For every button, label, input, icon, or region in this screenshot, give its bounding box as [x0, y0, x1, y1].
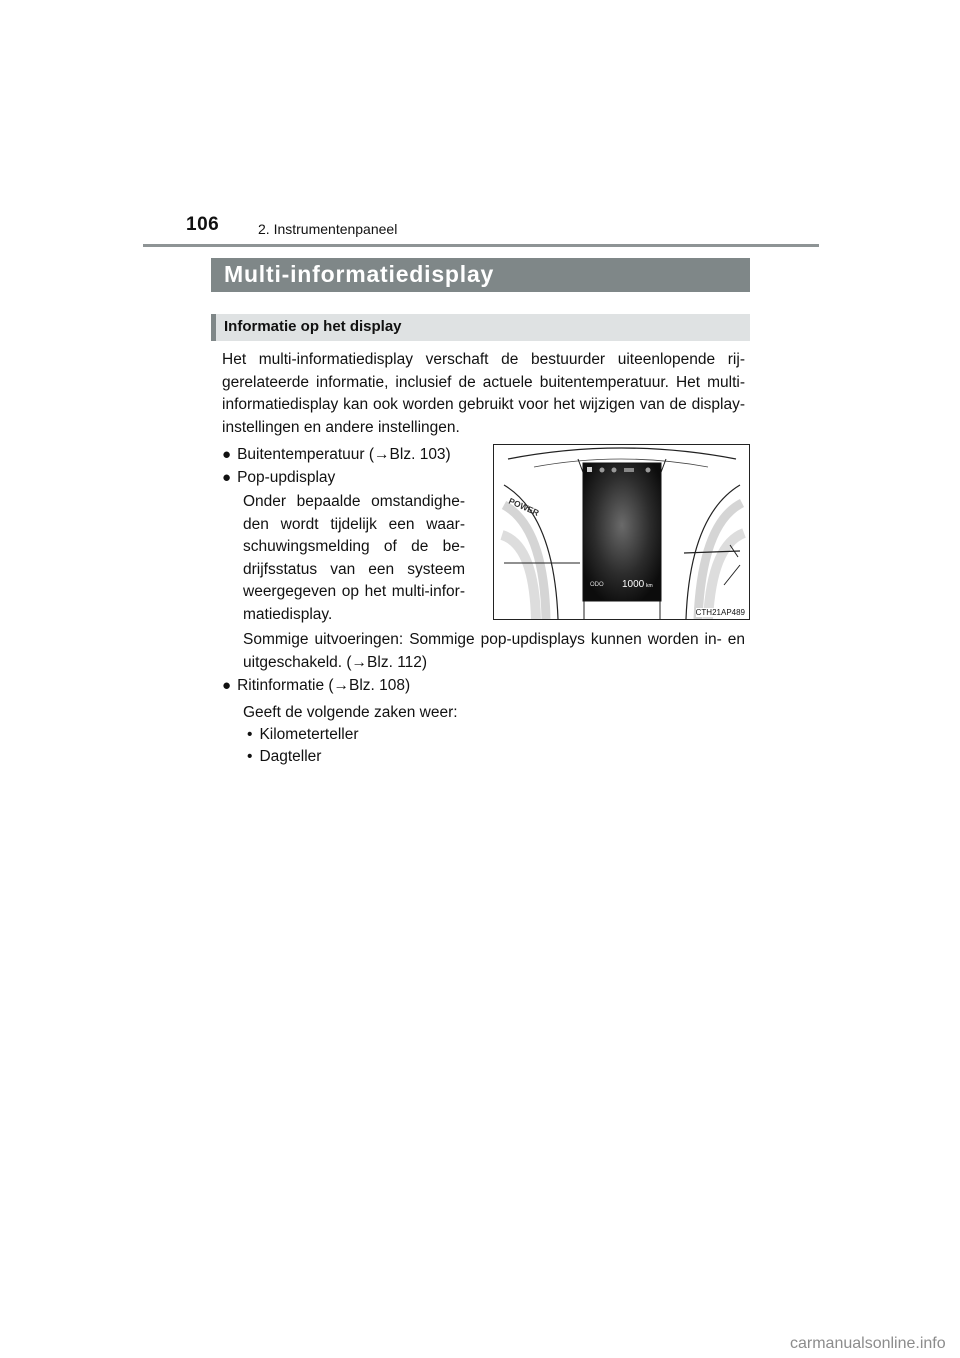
popup-description: Onder bepaalde omstandighe-den wordt tijdelijk een waar-schuwingsmelding of de be-drijfsstatus van een systeem weergegeven op het multi-infor-matiedisplay.	[243, 493, 465, 623]
section-breadcrumb: 2. Instrumentenpaneel	[258, 221, 398, 237]
figure-code: CTH21AP489	[695, 608, 745, 617]
subsection-title: Informatie op het display	[224, 318, 402, 335]
instrument-cluster-illustration	[493, 444, 750, 620]
subsection-accent	[211, 314, 216, 341]
bullet-trip-info	[222, 675, 410, 698]
list-item-label: Dagteller	[259, 748, 322, 765]
odometer-value: 1000	[622, 579, 645, 590]
list-item: • Dagteller	[247, 748, 322, 765]
list-item-label: Kilometerteller	[259, 726, 359, 743]
footer-watermark: carmanualsonline.info	[790, 1335, 946, 1352]
popup-note: Sommige uitvoeringen: Sommige pop-updisplays kunnen worden in- en uitgeschakeld. (→Blz. 112)	[243, 631, 745, 671]
cluster-drawing	[494, 445, 749, 619]
bullet-outside-temperature	[222, 444, 451, 467]
page-number: 106	[186, 214, 220, 235]
bullet-label: Pop-updisplay	[237, 469, 336, 486]
subsection-bar	[211, 314, 750, 341]
intro-paragraph: Het multi-informatiedisplay verschaft de bestuurder uiteenlopende rij-gerelateerde informatie, inclusief de actuele buitentemperatuur. Het multi-informatiedisplay kan ook worden gebruikt voor het wijzigen van de display-instellingen en andere instellingen.	[222, 351, 745, 436]
bullet-label: Ritinformatie (→Blz. 108)	[237, 677, 411, 694]
power-gauge-label: POWER	[507, 495, 541, 518]
bullet-icon: ●	[222, 469, 232, 486]
odometer-unit: km	[646, 583, 653, 589]
header-divider	[143, 244, 819, 247]
trip-description: Geeft de volgende zaken weer:	[243, 704, 458, 721]
page-title: Multi-informatiedisplay	[224, 261, 495, 287]
bullet-popup-display	[222, 467, 335, 490]
bullet-icon: ●	[222, 446, 232, 463]
bullet-icon: ●	[222, 677, 232, 694]
bullet-label: Buitentemperatuur (→Blz. 103)	[237, 446, 451, 463]
list-item: • Kilometerteller	[247, 726, 359, 743]
section-title-bar	[211, 258, 750, 292]
odo-label: ODO	[590, 582, 604, 588]
